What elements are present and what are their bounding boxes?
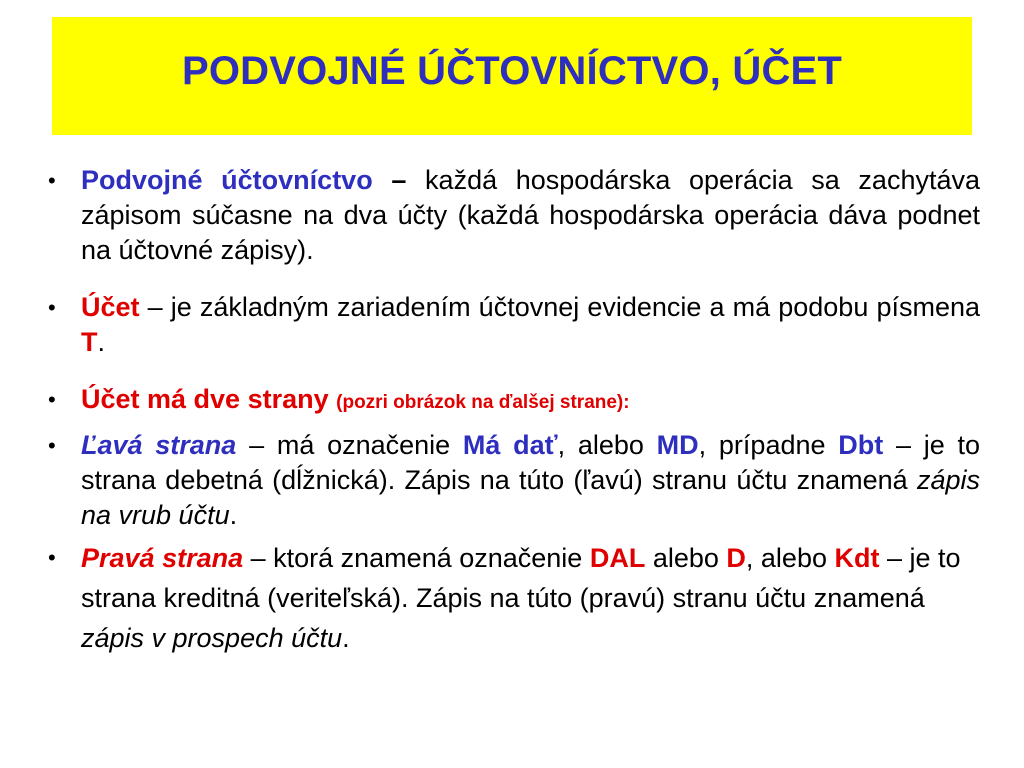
bullet-text — [81, 382, 980, 420]
phrase-zapis-na-vrub: zápis na vrub účtu — [81, 465, 980, 530]
keyword-d: D — [726, 543, 746, 573]
bullet-lava-strana — [48, 428, 980, 533]
bullet-ucet-dve-strany — [48, 382, 980, 420]
keyword-md: MD — [656, 430, 699, 460]
term-ucet: Účet — [81, 292, 140, 322]
term-lava-strana: Ľavá strana — [81, 430, 237, 460]
keyword-dal: DAL — [589, 543, 646, 573]
term-dash: – — [372, 165, 426, 195]
phrase-zapis-v-prospech: zápis v prospech účtu — [81, 623, 343, 653]
bullet-dot: • — [48, 433, 56, 458]
text-segment: – je to strana debetná (dĺžnická). Zápis na túto (ľavú) stranu účtu znamená — [81, 430, 981, 495]
bullet-dot: • — [48, 295, 56, 320]
bullet-dot: • — [48, 168, 56, 193]
keyword-ma-dat: Má dať — [462, 430, 558, 460]
text-segment: , alebo — [745, 543, 835, 573]
bullet-podvojne-uctovnictvo — [48, 163, 980, 268]
letter-t: T — [81, 327, 98, 357]
slide-title: PODVOJNÉ ÚČTOVNÍCTVO, ÚČET — [181, 48, 843, 93]
see-next-page-note: (pozri obrázok na ďalšej strane): — [336, 392, 630, 413]
keyword-kdt: Kdt — [834, 543, 880, 573]
bullet-dot: • — [48, 387, 56, 412]
term-prava-strana: Pravá strana — [81, 543, 244, 573]
term-ucet-dve-strany: Účet má dve strany — [81, 384, 329, 414]
bullet-list — [48, 163, 980, 658]
text-segment: – ktorá znamená označenie — [243, 543, 590, 573]
text-segment: , prípadne — [698, 430, 839, 460]
title-banner — [52, 17, 972, 135]
bullet-text — [81, 538, 980, 658]
bullet-text — [81, 163, 980, 268]
keyword-dbt: Dbt — [838, 430, 884, 460]
bullet-text — [81, 428, 980, 533]
bullet-prava-strana — [48, 538, 980, 658]
text-segment: alebo — [645, 543, 727, 573]
bullet-text — [81, 290, 980, 360]
definition-text: – je základným zariadením účtovnej evidencie a má podobu písmena — [139, 292, 980, 322]
term-podvojne-uctovnictvo: Podvojné účtovníctvo — [81, 165, 373, 195]
text-segment: – má označenie — [236, 430, 463, 460]
definition-text: každá hospodárska operácia sa zachytáva zápisom súčasne na dva účty (každá hospodárska operácia dáva podnet na účtovné zápisy). — [81, 165, 980, 265]
text-segment: – je to strana kreditná (veriteľská). Zápis na túto (pravú) stranu účtu znamená — [81, 543, 961, 613]
bullet-ucet — [48, 290, 980, 360]
bullet-dot: • — [48, 545, 56, 570]
period: . — [342, 623, 350, 653]
text-segment: , alebo — [557, 430, 657, 460]
period: . — [97, 327, 106, 357]
period: . — [229, 500, 238, 530]
